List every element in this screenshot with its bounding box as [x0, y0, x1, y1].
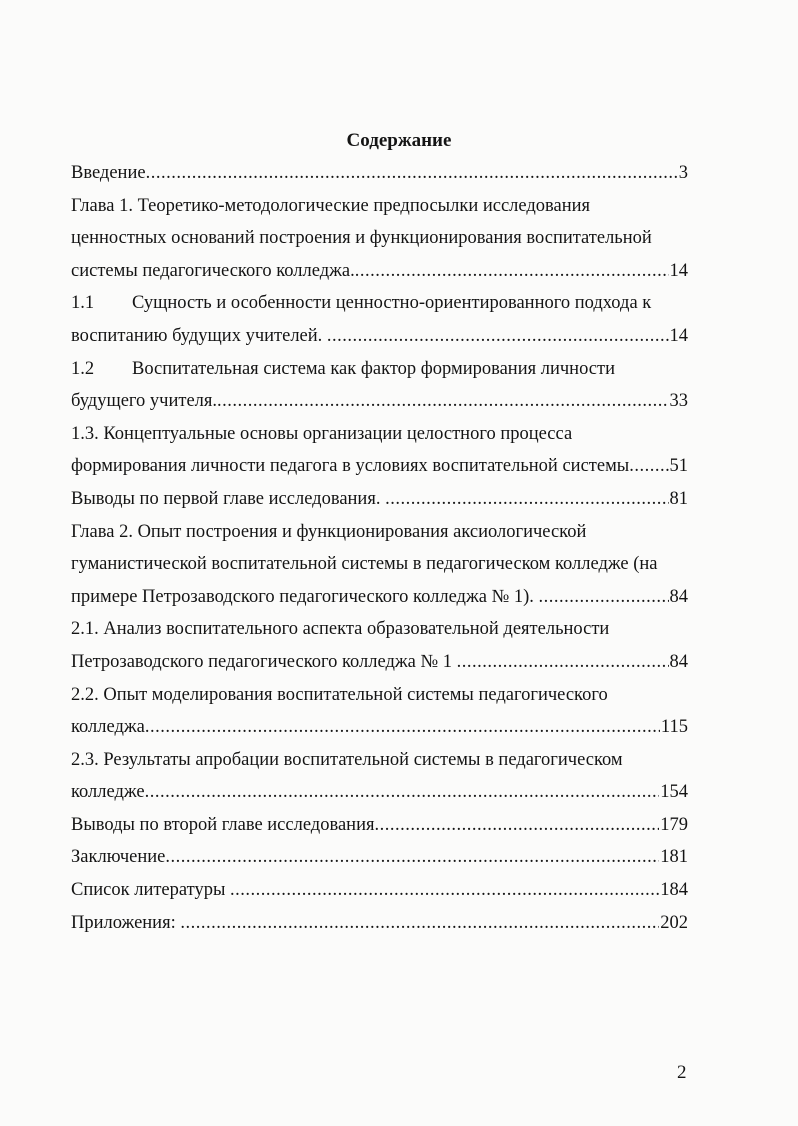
toc-entry-text: формирования личности педагога в условиях воспитательной системы	[71, 456, 630, 477]
toc-entry-section-1-2-line1[interactable]	[71, 353, 688, 386]
dot-leader	[146, 157, 678, 190]
toc-entry-text: примере Петрозаводского педагогического колледжа № 1).	[71, 586, 539, 607]
toc-entry-text: колледже	[71, 782, 145, 803]
toc-page-number: 202	[660, 912, 688, 933]
toc-page-number: 3	[678, 163, 688, 183]
toc-entry-chapter2-conclusions[interactable]	[71, 809, 688, 842]
dot-leader	[327, 320, 669, 353]
toc-entry-chapter1-line1[interactable]: Глава 1. Теоретико-методологические предпосылки исследования	[71, 195, 591, 216]
dot-leader	[230, 874, 659, 907]
toc-entry-appendices[interactable]	[71, 907, 688, 940]
toc-entry-chapter1-line2[interactable]: ценностных оснований построения и функционирования воспитательной	[71, 228, 652, 249]
toc-entry-text: системы педагогического колледжа.	[71, 260, 355, 281]
toc-entry-text: Введение	[71, 163, 146, 183]
dot-leader	[217, 385, 668, 418]
dot-leader	[145, 711, 660, 744]
toc-entry-section-2-1-line2[interactable]	[71, 646, 688, 679]
dot-leader	[180, 907, 659, 940]
toc-entry-intro[interactable]	[71, 157, 688, 190]
toc-entry-references[interactable]	[71, 874, 688, 907]
toc-entry-text: Приложения:	[71, 912, 181, 933]
toc-page-number: 81	[669, 488, 688, 509]
toc-entry-section-2-3-line1[interactable]: 2.3. Результаты апробации воспитательной системы в педагогическом	[71, 749, 623, 770]
dot-leader	[457, 646, 669, 679]
toc-entry-text: Петрозаводского педагогического колледжа № 1	[71, 651, 457, 672]
toc-entry-chapter2-line3[interactable]	[71, 581, 688, 614]
toc-entry-text: Выводы по второй главе исследования	[71, 814, 375, 835]
toc-page-number: 33	[669, 391, 688, 412]
toc-page-number: 51	[669, 456, 688, 477]
dot-leader	[385, 483, 668, 516]
toc-entry-section-2-3-line2[interactable]	[71, 776, 688, 809]
toc-entry-section-1-3-line1[interactable]: 1.3. Концептуальные основы организации целостного процесса	[71, 423, 573, 444]
toc-entry-text: воспитанию будущих учителей.	[71, 325, 327, 346]
toc-entry-chapter2-line1[interactable]: Глава 2. Опыт построения и функционирования аксиологической	[71, 521, 587, 542]
toc-page-number: 84	[669, 586, 688, 607]
toc-entry-section-1-1-line1[interactable]	[71, 287, 688, 320]
toc-entry-conclusion[interactable]	[71, 841, 688, 874]
dot-leader	[165, 841, 659, 874]
toc-entry-text: Список литературы	[71, 880, 231, 901]
toc-entry-text: Воспитательная система как фактор формирования личности	[132, 358, 615, 379]
toc-entry-chapter2-line2[interactable]: гуманистической воспитательной системы в педагогическом колледже (на	[71, 554, 658, 575]
toc-entry-section-1-3-line2[interactable]	[71, 450, 688, 483]
toc-entry-text: Заключение	[71, 847, 166, 868]
page-title: Содержание	[346, 130, 452, 151]
toc-page-number: 179	[660, 814, 688, 835]
section-number: 1.2	[71, 358, 95, 379]
dot-leader	[539, 581, 669, 614]
dot-leader	[145, 776, 660, 809]
toc-page-number: 154	[660, 782, 688, 803]
toc-page-number: 181	[660, 847, 688, 868]
toc-page-number: 14	[669, 325, 688, 346]
toc-page-number: 14	[669, 260, 688, 281]
toc-page-number: 115	[660, 717, 688, 738]
toc-entry-section-1-1-line2[interactable]	[71, 320, 688, 353]
table-of-contents	[71, 157, 688, 939]
section-number: 1.1	[71, 293, 95, 314]
toc-entry-text: колледжа	[71, 717, 145, 738]
toc-entry-text: Выводы по первой главе исследования.	[71, 488, 386, 509]
toc-entry-section-2-1-line1[interactable]: 2.1. Анализ воспитательного аспекта образовательной деятельности	[71, 619, 610, 640]
dot-leader	[629, 450, 668, 483]
toc-page-number: 184	[660, 880, 688, 901]
toc-entry-section-2-2-line1[interactable]: 2.2. Опыт моделирования воспитательной системы педагогического	[71, 684, 608, 705]
dot-leader	[374, 809, 659, 842]
toc-entry-section-2-2-line2[interactable]	[71, 711, 688, 744]
toc-page-number: 84	[669, 651, 688, 672]
toc-entry-chapter1-conclusions[interactable]	[71, 483, 688, 516]
toc-entry-section-1-2-line2[interactable]	[71, 385, 688, 418]
toc-entry-text: Сущность и особенности ценностно-ориентированного подхода к	[132, 293, 652, 314]
toc-entry-text: будущего учителя.	[71, 391, 218, 412]
page-number: 2	[677, 1062, 687, 1083]
toc-entry-chapter1-line3[interactable]	[71, 255, 688, 288]
dot-leader	[355, 255, 669, 288]
